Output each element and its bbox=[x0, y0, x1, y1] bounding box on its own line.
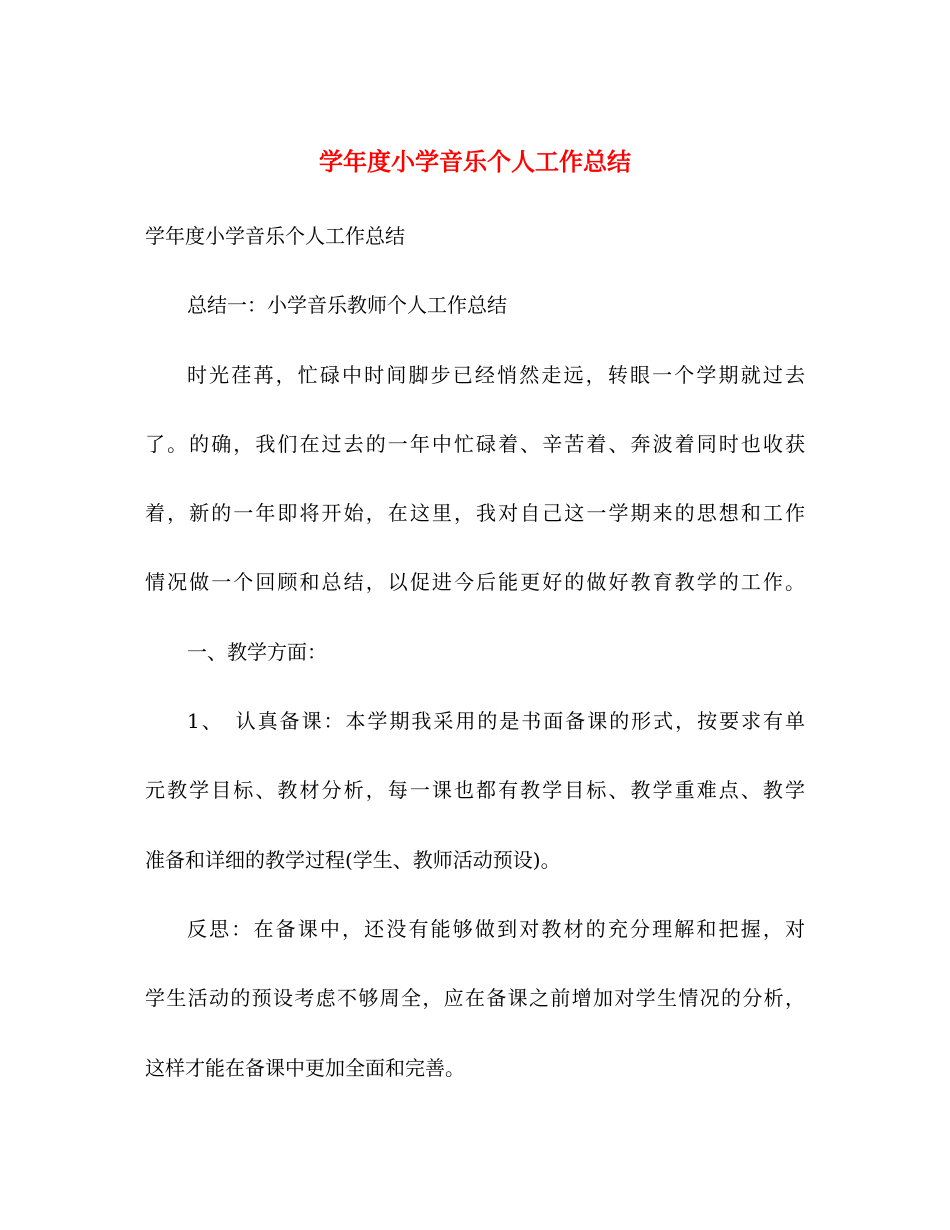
paragraph-line: 一、教学方面： bbox=[187, 639, 327, 664]
paragraph-line: 总结一：小学音乐教师个人工作总结 bbox=[187, 293, 507, 318]
paragraph-line: 这样才能在备课中更加全面和完善。 bbox=[145, 1055, 465, 1080]
paragraph-line: 学年度小学音乐个人工作总结 bbox=[145, 224, 405, 248]
paragraph-line: 情况做一个回顾和总结，以促进今后能更好的做好教育教学的工作。 bbox=[145, 570, 805, 595]
paragraph-line: 反思：在备课中，还没有能够做到对教材的充分理解和把握，对 bbox=[187, 916, 805, 941]
paragraph-line: 准备和详细的教学过程(学生、教师活动预设)。 bbox=[145, 847, 561, 872]
paragraph-line: 1、 认真备课：本学期我采用的是书面备课的形式，按要求有单 bbox=[187, 709, 805, 734]
paragraph-line: 时光荏苒，忙碌中时间脚步已经悄然走远，转眼一个学期就过去 bbox=[187, 362, 805, 387]
document-title: 学年度小学音乐个人工作总结 bbox=[319, 147, 631, 176]
paragraph-line: 元教学目标、教材分析，每一课也都有教学目标、教学重难点、教学 bbox=[145, 778, 805, 803]
paragraph-line: 学生活动的预设考虑不够周全，应在备课之前增加对学生情况的分析， bbox=[145, 986, 805, 1011]
document-body bbox=[145, 224, 805, 1125]
paragraph-line: 着，新的一年即将开始，在这里，我对自己这一学期来的思想和工作 bbox=[145, 501, 805, 526]
paragraph-line: 了。的确，我们在过去的一年中忙碌着、辛苦着、奔波着同时也收获 bbox=[145, 431, 805, 456]
